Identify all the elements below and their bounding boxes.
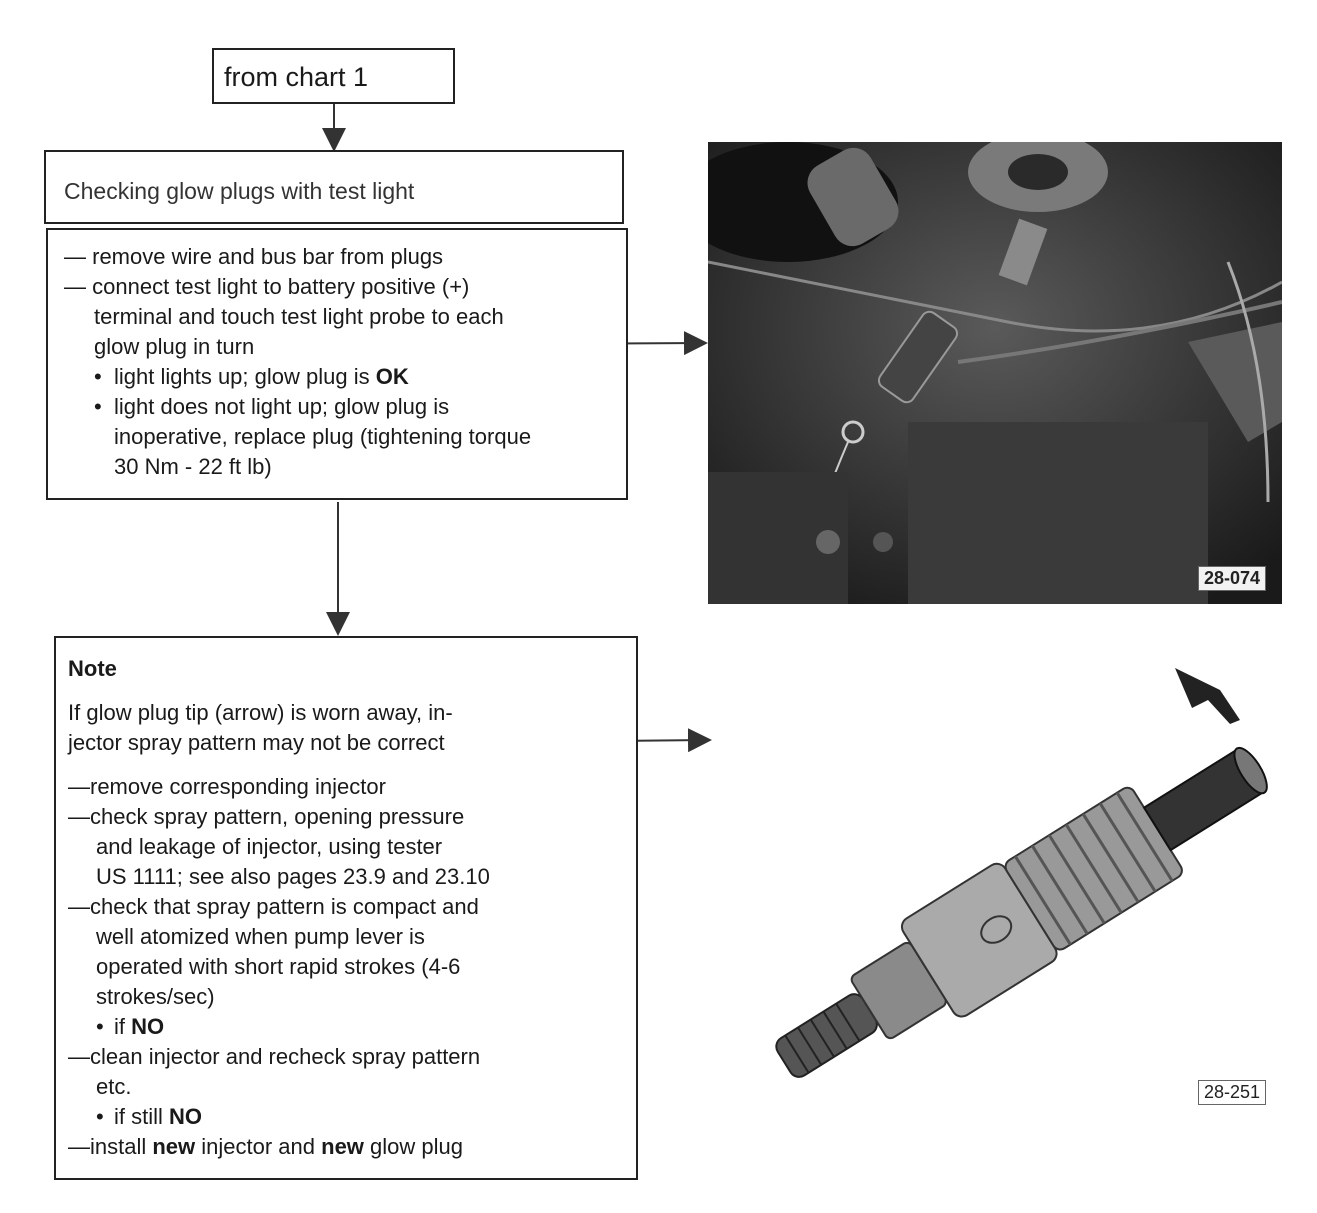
note-para-line2: jector spray pattern may not be correct bbox=[68, 730, 445, 755]
engine-test-light-photo bbox=[708, 142, 1282, 604]
check-result-bad-line3: 30 Nm - 22 ft lb) bbox=[114, 454, 272, 479]
check-step-connect-line3: glow plug in turn bbox=[94, 334, 255, 359]
check-step-connect-line2: terminal and touch test light probe to each bbox=[94, 304, 504, 329]
note-if-still-no: • if still NO bbox=[96, 1104, 202, 1129]
check-step-connect-line1: — connect test light to battery positive (+) bbox=[64, 272, 616, 302]
note-step-check-line1: — check spray pattern, opening pressure bbox=[68, 802, 626, 832]
note-if-no: • if NO bbox=[96, 1014, 165, 1039]
note-step-check-line3: US 1111; see also pages 23.9 and 23.10 bbox=[96, 864, 490, 889]
note-step-clean-line2: etc. bbox=[96, 1074, 132, 1099]
note-box bbox=[54, 636, 638, 1180]
note-step-remove-injector: — remove corresponding injector bbox=[68, 772, 626, 802]
figure-label-1: 28-074 bbox=[1198, 566, 1266, 591]
check-result-bad-line2: inoperative, replace plug (tightening torque bbox=[114, 424, 532, 449]
start-box bbox=[212, 48, 455, 104]
note-title: Note bbox=[68, 656, 117, 681]
note-step-compact-line3: operated with short rapid strokes (4-6 bbox=[96, 954, 461, 979]
start-text: from chart 1 bbox=[224, 62, 369, 92]
note-step-check-line2: and leakage of injector, using tester bbox=[96, 834, 443, 859]
tip-arrow-icon bbox=[1175, 668, 1240, 724]
check-result-bad-line1: • light does not light up; glow plug is bbox=[94, 394, 450, 419]
note-step-compact-line4: strokes/sec) bbox=[96, 984, 215, 1009]
check-steps-box bbox=[46, 228, 628, 500]
check-step-remove-wire: — remove wire and bus bar from plugs bbox=[64, 242, 616, 272]
note-step-clean-line1: — clean injector and recheck spray pattern bbox=[68, 1042, 626, 1072]
note-para-line1: If glow plug tip (arrow) is worn away, in- bbox=[68, 700, 453, 725]
glow-plug-photo bbox=[720, 660, 1300, 1130]
note-step-compact-line2: well atomized when pump lever is bbox=[96, 924, 425, 949]
note-step-compact-line1: — check that spray pattern is compact and bbox=[68, 892, 626, 922]
note-step-install-new: — install new injector and new glow plug bbox=[68, 1132, 626, 1162]
check-result-ok: • light lights up; glow plug is OK bbox=[94, 364, 409, 389]
check-title: Checking glow plugs with test light bbox=[64, 178, 415, 204]
check-title-box bbox=[44, 150, 624, 224]
figure-label-2: 28-251 bbox=[1198, 1080, 1266, 1105]
